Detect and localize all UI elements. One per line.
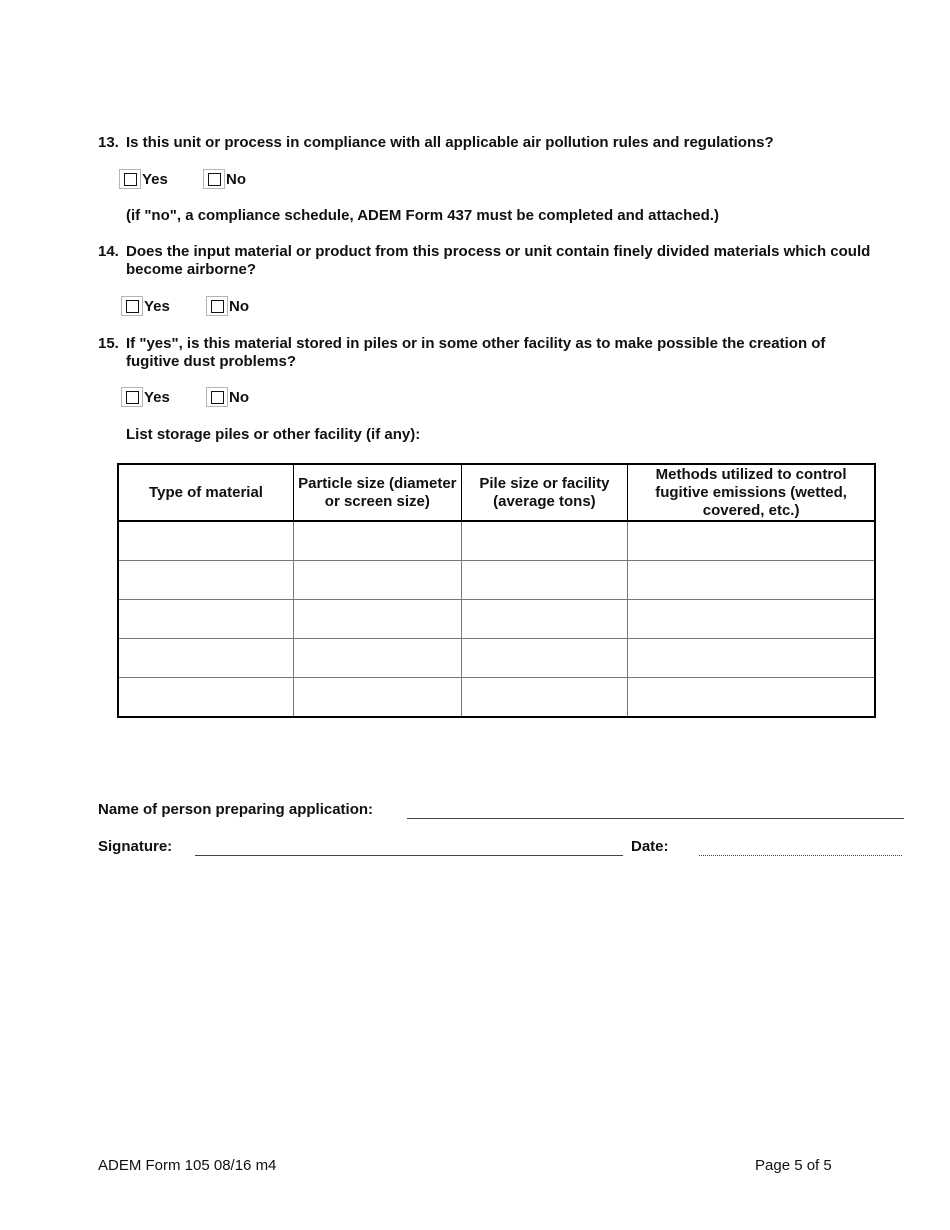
column-header: Particle size (diameter or screen size) — [294, 464, 462, 521]
checkbox-square-icon — [126, 391, 139, 404]
storage-intro: List storage piles or other facility (if any): — [126, 426, 421, 443]
question-13-text: Is this unit or process in compliance with all applicable air pollution rules and regulations? — [126, 134, 774, 151]
preparer-name-field[interactable] — [407, 818, 904, 819]
checkbox-square-icon — [208, 173, 221, 186]
checkbox-square-icon — [126, 300, 139, 313]
date-field[interactable] — [699, 855, 902, 856]
table-cell-input[interactable] — [461, 521, 628, 561]
question-15-text: If "yes", is this material stored in piles or in some other facility as to make possible the creation of fugitive dust problems? — [126, 335, 826, 370]
q15-yes-checkbox[interactable] — [121, 387, 143, 407]
checkbox-square-icon — [124, 173, 137, 186]
q13-no-option[interactable] — [203, 169, 246, 189]
q13-note: (if "no", a compliance schedule, ADEM Form 437 must be completed and attached.) — [126, 207, 719, 224]
column-header: Type of material — [118, 464, 294, 521]
table-row — [118, 678, 875, 718]
table-cell-input[interactable] — [294, 521, 462, 561]
question-15-number: 15. — [98, 335, 119, 352]
q15-yes-option[interactable] — [121, 387, 170, 407]
table-cell-input[interactable] — [294, 561, 462, 600]
table-cell-input[interactable] — [294, 639, 462, 678]
question-13-number: 13. — [98, 134, 119, 151]
column-header: Pile size or facility (average tons) — [461, 464, 628, 521]
table-header-row — [118, 464, 875, 521]
preparer-name-label: Name of person preparing application: — [98, 801, 374, 818]
q13-yes-option[interactable] — [119, 169, 168, 189]
question-14-number: 14. — [98, 243, 119, 260]
q15-no-checkbox[interactable] — [206, 387, 228, 407]
q15-no-option[interactable] — [206, 387, 249, 407]
checkbox-square-icon — [211, 300, 224, 313]
q15-no-label: No — [229, 388, 249, 406]
table-cell-input[interactable] — [294, 678, 462, 718]
table-cell-input[interactable] — [294, 600, 462, 639]
q13-no-checkbox[interactable] — [203, 169, 225, 189]
date-label: Date: — [631, 838, 669, 855]
table-cell-input[interactable] — [118, 561, 294, 600]
table-cell-input[interactable] — [118, 639, 294, 678]
table-cell-input[interactable] — [628, 639, 875, 678]
table-row — [118, 600, 875, 639]
checkbox-square-icon — [211, 391, 224, 404]
table-cell-input[interactable] — [118, 678, 294, 718]
q14-no-option[interactable] — [206, 296, 249, 316]
form-id: ADEM Form 105 08/16 m4 — [98, 1157, 277, 1174]
q14-yes-checkbox[interactable] — [121, 296, 143, 316]
q13-yes-label: Yes — [142, 170, 168, 188]
signature-field[interactable] — [195, 855, 623, 856]
question-14-text: Does the input material or product from this process or unit contain finely divided materials which could become airborne? — [126, 243, 871, 278]
q14-yes-label: Yes — [144, 297, 170, 315]
table-row — [118, 561, 875, 600]
table-cell-input[interactable] — [118, 600, 294, 639]
table-row — [118, 639, 875, 678]
q14-no-label: No — [229, 297, 249, 315]
column-header: Methods utilized to control fugitive emissions (wetted, covered, etc.) — [628, 464, 875, 521]
table-cell-input[interactable] — [628, 600, 875, 639]
q14-no-checkbox[interactable] — [206, 296, 228, 316]
table-cell-input[interactable] — [461, 561, 628, 600]
page-number: Page 5 of 5 — [755, 1157, 832, 1174]
q13-no-label: No — [226, 170, 246, 188]
table-cell-input[interactable] — [628, 561, 875, 600]
table-cell-input[interactable] — [628, 678, 875, 718]
table-cell-input[interactable] — [461, 639, 628, 678]
signature-label: Signature: — [98, 838, 173, 855]
table-cell-input[interactable] — [461, 600, 628, 639]
table-cell-input[interactable] — [118, 521, 294, 561]
storage-table — [117, 463, 876, 718]
table-row — [118, 521, 875, 561]
q15-yes-label: Yes — [144, 388, 170, 406]
table-cell-input[interactable] — [628, 521, 875, 561]
table-cell-input[interactable] — [461, 678, 628, 718]
q13-yes-checkbox[interactable] — [119, 169, 141, 189]
q14-yes-option[interactable] — [121, 296, 170, 316]
